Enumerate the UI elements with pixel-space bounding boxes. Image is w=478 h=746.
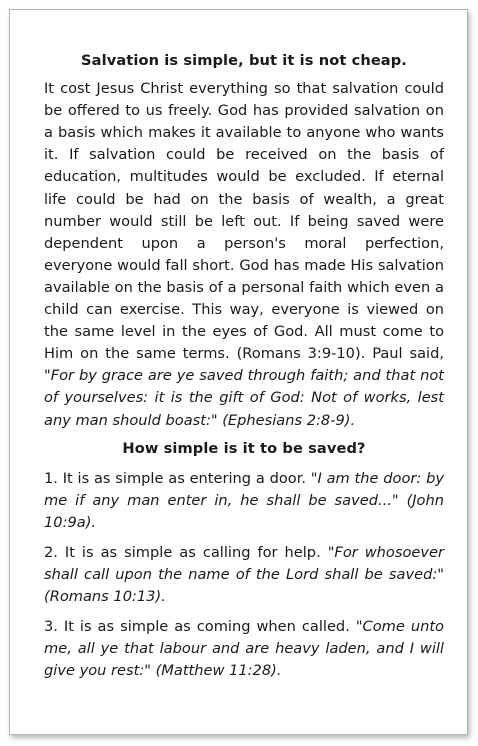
list-item-text: 3. It is as simple as coming when called. bbox=[44, 618, 356, 636]
tract-content bbox=[44, 50, 444, 691]
list-item-text: 1. It is as simple as entering a door. bbox=[44, 469, 311, 487]
list-item-text: 2. It is as simple as calling for help. bbox=[44, 543, 328, 561]
body-text: It cost Jesus Christ everything so that salvation could be offered to us freely. God has provided salvation on a basis which makes it available to anyone who wants it. If salvation could be received on the basis of education, multitudes would be excluded. If eternal life could be had on the basis of wealth, a great number would still be left out. If being saved were dependent upon a person's moral perfection, everyone would fall short. God has made His salvation available on the basis of a personal faith which even a child can exercise. This way, everyone is viewed on the same level in the eyes of God. All must come to Him on the same terms. (Romans 3:9-10). Paul said, bbox=[44, 80, 444, 363]
section-heading-how-simple: How simple is it to be saved? bbox=[122, 439, 366, 457]
section-heading-salvation: Salvation is simple, but it is not cheap. bbox=[81, 52, 407, 69]
list-item-coming bbox=[44, 616, 444, 682]
body-paragraph bbox=[44, 78, 444, 432]
list-item-calling bbox=[44, 542, 444, 608]
list-item-quote: "Come unto me, all ye that labour and are heavy laden, and I will give you rest:" (Matthew 11:28). bbox=[44, 618, 444, 680]
list-item-quote: "I am the door: by me if any man enter in, he shall be saved..." (John 10:9a). bbox=[44, 469, 444, 531]
list-item-quote: "For whosoever shall call upon the name of the Lord shall be saved:" (Romans 10:13). bbox=[44, 543, 444, 606]
tract-card bbox=[9, 9, 468, 735]
ephesians-quote: "For by grace are ye saved through faith; and that not of yourselves: it is the gift of God: Not of works, lest any man should boast:" (Ephesians 2:8-9). bbox=[44, 367, 444, 429]
list-item-door bbox=[44, 468, 444, 534]
